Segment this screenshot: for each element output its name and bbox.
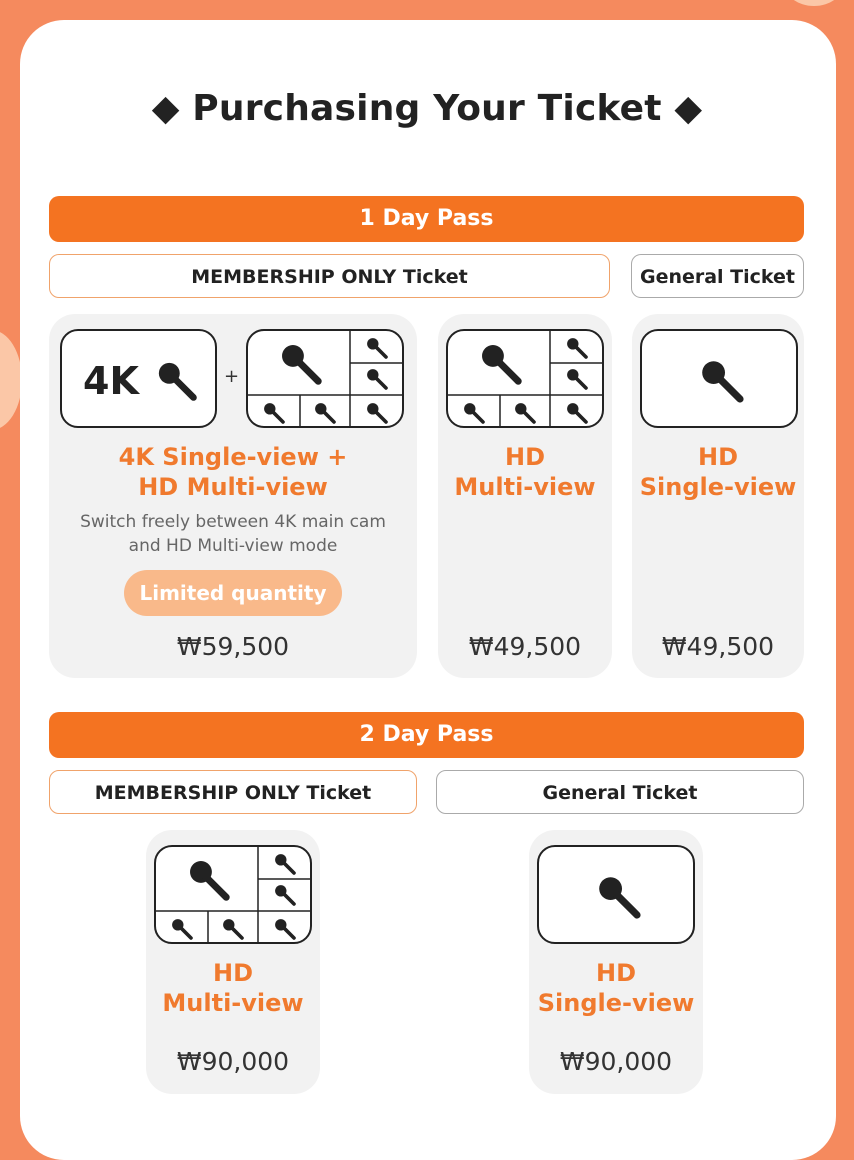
product-name-line2: Single-view xyxy=(639,473,797,501)
single-view-icon xyxy=(537,845,695,944)
product-name-line1: HD xyxy=(697,443,738,471)
day1-membership-only-ticket[interactable]: MEMBERSHIP ONLY Ticket xyxy=(49,254,610,298)
description-line2: and HD Multi-view mode xyxy=(128,536,338,556)
microphone-icon xyxy=(698,357,746,405)
microphone-icon xyxy=(155,359,199,403)
day1-4k-multi-view-card[interactable] xyxy=(49,314,417,678)
product-name-line1: HD xyxy=(504,443,545,471)
product-name-line2: Multi-view xyxy=(454,473,596,501)
4k-single-view-icon xyxy=(60,329,217,428)
product-name-line1: HD xyxy=(595,959,636,987)
day2-hd-multi-view-price: ₩90,000 xyxy=(176,1047,290,1076)
day2-pass-header: 2 Day Pass xyxy=(49,712,804,758)
day1-hd-multi-view-price: ₩49,500 xyxy=(468,632,582,661)
page-title: ◆ Purchasing Your Ticket ◆ xyxy=(151,88,703,129)
plus-sign: + xyxy=(224,366,240,387)
day1-general-ticket[interactable]: General Ticket xyxy=(631,254,804,298)
decorative-circle xyxy=(784,0,844,6)
single-view-icon xyxy=(640,329,798,428)
day2-hd-single-view-card[interactable] xyxy=(529,830,703,1094)
day1-hd-single-view-card[interactable] xyxy=(632,314,804,678)
day1-hd-multi-view-card[interactable] xyxy=(438,314,612,678)
multi-view-grid-icon xyxy=(446,329,604,428)
product-name-line2: Single-view xyxy=(537,989,695,1017)
day2-hd-multi-view-name xyxy=(146,958,320,1018)
day1-hd-single-view-price: ₩49,500 xyxy=(661,632,775,661)
product-name-line2: Multi-view xyxy=(162,989,304,1017)
description-line1: Switch freely between 4K main cam xyxy=(80,512,386,532)
day1-4k-price: ₩59,500 xyxy=(176,632,290,661)
product-name-line2: HD Multi-view xyxy=(138,473,328,501)
product-name-line1: 4K Single-view + xyxy=(118,443,348,471)
day2-general-ticket[interactable]: General Ticket xyxy=(436,770,804,814)
limited-quantity-badge: Limited quantity xyxy=(124,570,342,616)
4k-badge: 4K xyxy=(83,359,139,403)
multi-view-grid-icon xyxy=(246,329,404,428)
day2-hd-single-view-name xyxy=(529,958,703,1018)
decorative-circle xyxy=(0,330,22,430)
day1-pass-header: 1 Day Pass xyxy=(49,196,804,242)
day2-membership-only-ticket[interactable]: MEMBERSHIP ONLY Ticket xyxy=(49,770,417,814)
day1-hd-multi-view-name xyxy=(438,442,612,502)
day1-4k-description xyxy=(49,510,417,558)
day1-hd-single-view-name xyxy=(632,442,804,502)
multi-view-grid-icon xyxy=(154,845,312,944)
microphone-icon xyxy=(595,873,643,921)
day1-4k-product-name xyxy=(49,442,417,502)
day2-hd-multi-view-card[interactable] xyxy=(146,830,320,1094)
product-name-line1: HD xyxy=(212,959,253,987)
day2-hd-single-view-price: ₩90,000 xyxy=(559,1047,673,1076)
